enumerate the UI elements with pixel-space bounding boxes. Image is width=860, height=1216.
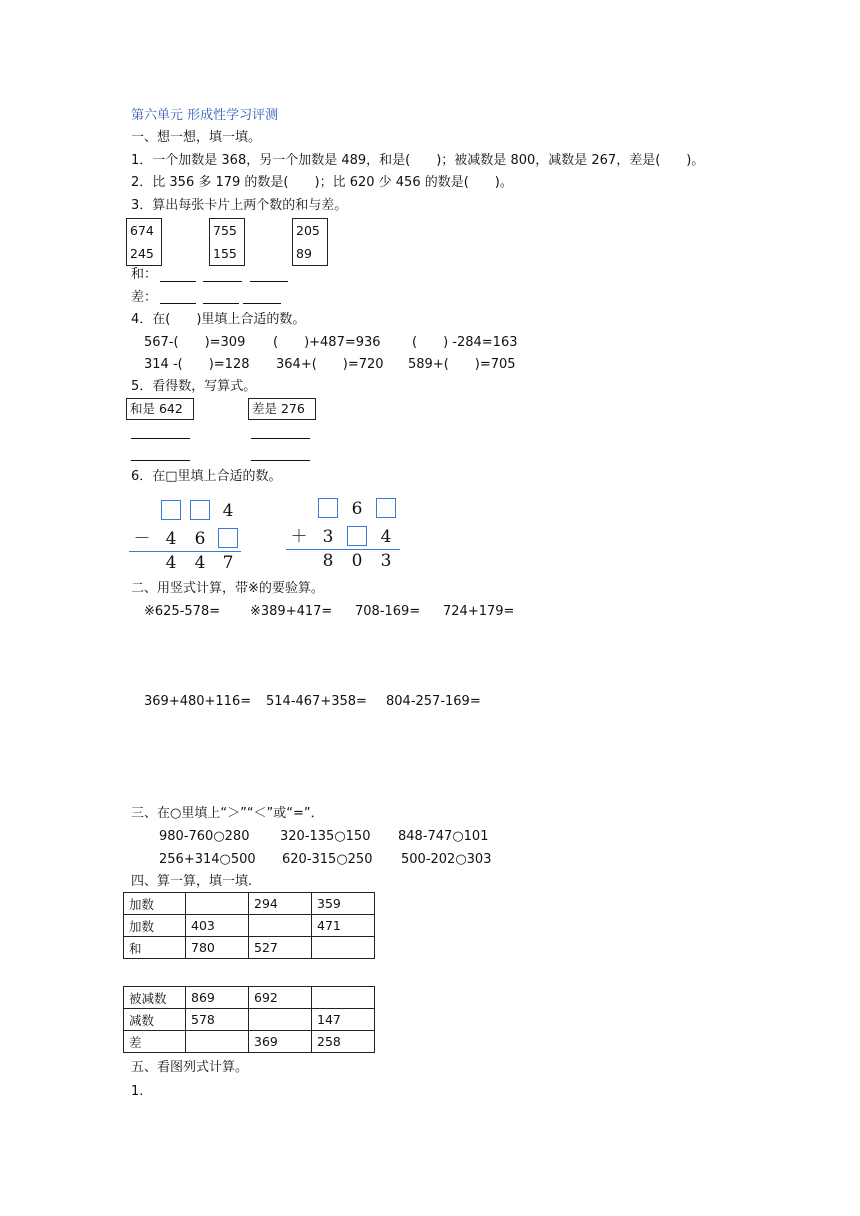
table-cell: 加数	[124, 915, 186, 937]
answer-blank[interactable]	[160, 281, 196, 282]
calc-problem: 708-169=	[355, 604, 421, 619]
digit-box[interactable]	[318, 498, 338, 518]
digit: 3	[322, 527, 334, 547]
table-cell[interactable]	[186, 893, 249, 915]
question-3: 3．算出每张卡片上两个数的和与差。	[131, 198, 348, 213]
card-bottom-number: 245	[130, 246, 154, 261]
table-cell: 减数	[124, 1009, 186, 1031]
plus-sign: ＋	[290, 527, 308, 547]
digit: 8	[322, 551, 334, 571]
subtraction-table	[123, 986, 375, 1053]
answer-blank[interactable]	[131, 438, 190, 439]
fill-equation: 364+( )=720	[276, 357, 384, 372]
table-row	[124, 937, 375, 959]
fill-equation: ( ) -284=163	[412, 335, 518, 350]
digit: 4	[165, 553, 177, 573]
section-1-heading: 一、想一想，填一填。	[131, 130, 262, 145]
question-5: 5．看得数，写算式。	[131, 379, 257, 394]
fill-equation: 314 -( )=128	[144, 357, 250, 372]
digit: 3	[380, 551, 392, 571]
card-bottom-number: 155	[213, 246, 237, 261]
table-cell: 被减数	[124, 987, 186, 1009]
minus-sign: －	[133, 529, 151, 549]
table-cell: 780	[186, 937, 249, 959]
table-cell: 147	[312, 1009, 375, 1031]
answer-blank[interactable]	[160, 303, 196, 304]
digit-box[interactable]	[161, 500, 181, 520]
table-cell[interactable]	[249, 915, 312, 937]
digit-box[interactable]	[190, 500, 210, 520]
fill-equation: ( )+487=936	[273, 335, 381, 350]
digit: 0	[351, 551, 363, 571]
table-cell[interactable]	[312, 937, 375, 959]
section-3-heading: 三、在○里填上“＞”“＜”或“=”．	[131, 806, 324, 821]
fill-equation: 589+( )=705	[408, 357, 516, 372]
card-top-number: 674	[130, 223, 154, 238]
digit: 4	[165, 529, 177, 549]
calc-problem: ※389+417=	[250, 604, 333, 619]
table-cell: 692	[249, 987, 312, 1009]
result-box-sum: 和是 642	[126, 398, 194, 420]
table-row	[124, 1031, 375, 1053]
compare-problem: 620-315○250	[282, 852, 373, 867]
calc-problem: 804-257-169=	[386, 694, 481, 709]
table-cell[interactable]	[186, 1031, 249, 1053]
table-cell: 359	[312, 893, 375, 915]
answer-blank[interactable]	[203, 281, 242, 282]
section-4-heading: 四、算一算，填一填.	[131, 874, 253, 889]
table-cell: 258	[312, 1031, 375, 1053]
question-2: 2．比 356 多 179 的数是( )；比 620 少 456 的数是( )。	[131, 175, 513, 190]
number-card	[209, 218, 245, 266]
table-cell[interactable]	[249, 1009, 312, 1031]
page-title: 第六单元 形成性学习评测	[131, 108, 279, 123]
table-row	[124, 893, 375, 915]
digit-box[interactable]	[376, 498, 396, 518]
table-cell: 578	[186, 1009, 249, 1031]
digit: 4	[380, 527, 392, 547]
card-top-number: 205	[296, 223, 320, 238]
answer-blank[interactable]	[243, 303, 281, 304]
calc-problem: 724+179=	[443, 604, 515, 619]
digit: 6	[194, 529, 206, 549]
sum-line	[286, 549, 400, 550]
table-cell: 869	[186, 987, 249, 1009]
table-row	[124, 1009, 375, 1031]
answer-blank[interactable]	[203, 303, 239, 304]
fill-equation: 567-( )=309	[144, 335, 246, 350]
sum-line	[129, 551, 241, 552]
calc-problem: 369+480+116=	[144, 694, 252, 709]
addition-table	[123, 892, 375, 959]
section-5-heading: 五、看图列式计算。	[131, 1060, 249, 1075]
calc-problem: 514-467+358=	[266, 694, 367, 709]
number-card	[126, 218, 162, 266]
compare-problem: 500-202○303	[401, 852, 492, 867]
table-cell: 294	[249, 893, 312, 915]
section-2-heading: 二、用竖式计算，带※的要验算。	[131, 581, 324, 596]
answer-blank[interactable]	[250, 281, 288, 282]
table-cell: 527	[249, 937, 312, 959]
digit-box[interactable]	[347, 526, 367, 546]
difference-label: 差：	[131, 290, 158, 305]
answer-blank[interactable]	[251, 438, 310, 439]
table-cell: 和	[124, 937, 186, 959]
table-cell: 差	[124, 1031, 186, 1053]
question-6: 6．在□里填上合适的数。	[131, 469, 282, 484]
card-bottom-number: 89	[296, 246, 312, 261]
table-cell: 加数	[124, 893, 186, 915]
digit: 4	[222, 501, 234, 521]
card-top-number: 755	[213, 223, 237, 238]
table-cell[interactable]	[312, 987, 375, 1009]
table-row	[124, 915, 375, 937]
digit: 6	[351, 499, 363, 519]
compare-problem: 980-760○280	[159, 829, 250, 844]
compare-problem: 320-135○150	[280, 829, 371, 844]
result-box-difference: 差是 276	[248, 398, 316, 420]
table-cell: 369	[249, 1031, 312, 1053]
answer-blank[interactable]	[131, 460, 190, 461]
table-cell: 403	[186, 915, 249, 937]
question-1: 1．一个加数是 368，另一个加数是 489，和是( )；被减数是 800，减数是 267，差是( )。	[131, 153, 705, 168]
digit: 4	[194, 553, 206, 573]
table-cell: 471	[312, 915, 375, 937]
compare-problem: 848-747○101	[398, 829, 489, 844]
digit-box[interactable]	[218, 528, 238, 548]
compare-problem: 256+314○500	[159, 852, 256, 867]
calc-problem: ※625-578=	[144, 604, 221, 619]
question-5-1: 1.	[131, 1084, 144, 1099]
number-card	[292, 218, 328, 266]
table-row	[124, 987, 375, 1009]
sum-label: 和：	[131, 267, 158, 282]
answer-blank[interactable]	[251, 460, 310, 461]
digit: 7	[222, 553, 234, 573]
question-4: 4．在( )里填上合适的数。	[131, 312, 306, 327]
